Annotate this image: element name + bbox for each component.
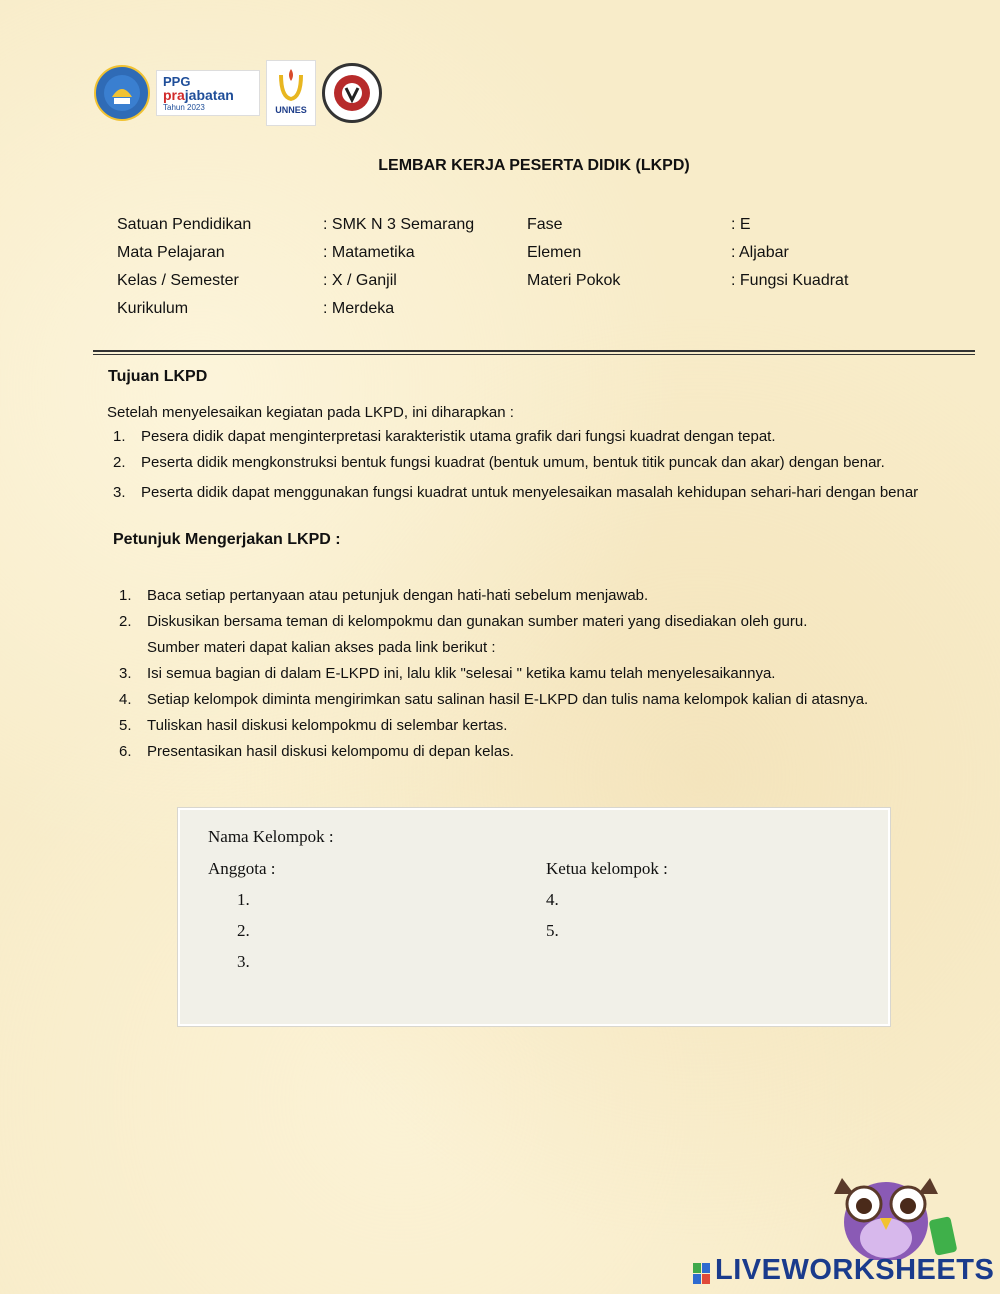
info-value-mapel: : Matametika [323, 244, 415, 261]
ppg-logo-line2b: jabatan [184, 87, 234, 103]
ppg-logo-line1: PPG [163, 74, 191, 89]
info-label-kurikulum: Kurikulum [117, 300, 189, 317]
list-number: 1. [113, 428, 126, 445]
list-item [113, 454, 981, 480]
info-label-kelas: Kelas / Semester [117, 272, 239, 289]
member-number: 5. [546, 921, 559, 940]
list-number: 3. [113, 484, 126, 501]
ppg-logo-line2 [163, 88, 253, 102]
member-number: 1. [237, 890, 250, 909]
ketua-kelompok-label: Ketua kelompok : [546, 859, 668, 878]
list-item [119, 613, 977, 639]
page-title: LEMBAR KERJA PESERTA DIDIK (LKPD) [378, 157, 690, 174]
info-value-elemen: : Aljabar [731, 244, 789, 261]
list-number: 2. [119, 613, 132, 630]
list-text: Sumber materi dapat kalian akses pada link berikut : [147, 639, 496, 656]
info-value-materi: : Fungsi Kuadrat [731, 272, 849, 289]
divider-line [93, 350, 975, 352]
info-value-fase: : E [731, 216, 751, 233]
member-number: 4. [546, 890, 559, 909]
petunjuk-list [119, 587, 977, 769]
tujuan-heading: Tujuan LKPD [108, 368, 208, 385]
list-number: 5. [119, 717, 132, 734]
tujuan-list [113, 428, 981, 505]
liveworksheets-badge-icon [693, 1260, 711, 1282]
list-item [113, 428, 981, 454]
list-number: 4. [119, 691, 132, 708]
member-number: 2. [237, 921, 250, 940]
list-text: Pesera didik dapat menginterpretasi karakteristik utama grafik dari fungsi kuadrat dengan tepat. [141, 428, 776, 445]
ppg-logo-line3: Tahun 2023 [163, 103, 205, 112]
info-value-satuan: : SMK N 3 Semarang [323, 216, 475, 233]
smk-logo [322, 63, 382, 123]
list-text: Peserta didik mengkonstruksi bentuk fungsi kuadrat (bentuk umum, bentuk titik puncak dan akar) dengan benar. [141, 454, 885, 471]
list-item [119, 717, 977, 743]
list-number: 6. [119, 743, 132, 760]
info-label-elemen: Elemen [527, 244, 582, 261]
info-label-mapel: Mata Pelajaran [117, 244, 225, 261]
list-item [119, 587, 977, 613]
group-info-box [178, 808, 890, 1026]
info-value-kurikulum: : Merdeka [323, 300, 395, 317]
list-text: Tuliskan hasil diskusi kelompokmu di selembar kertas. [147, 717, 508, 734]
member-number: 3. [237, 952, 250, 971]
list-text: Diskusikan bersama teman di kelompokmu dan gunakan sumber materi yang disediakan oleh guru. [147, 613, 808, 630]
header-logos [94, 58, 382, 128]
petunjuk-heading: Petunjuk Mengerjakan LKPD : [113, 531, 341, 548]
info-label-satuan: Satuan Pendidikan [117, 216, 252, 233]
list-item [119, 665, 977, 691]
list-number: 2. [113, 454, 126, 471]
list-number: 1. [119, 587, 132, 604]
ppg-logo-line2a: pra [163, 87, 185, 103]
list-item [113, 480, 956, 505]
ppg-prajabatan-logo [156, 70, 260, 116]
list-text: Baca setiap pertanyaan atau petunjuk dengan hati-hati sebelum menjawab. [147, 587, 649, 604]
list-text: Presentasikan hasil diskusi kelompomu di depan kelas. [147, 743, 514, 760]
unnes-logo [266, 60, 316, 126]
nama-kelompok-label: Nama Kelompok : [208, 827, 334, 846]
tujuan-intro: Setelah menyelesaikan kegiatan pada LKPD, ini diharapkan : [107, 404, 514, 421]
list-item [119, 691, 977, 717]
info-label-fase: Fase [527, 216, 563, 233]
list-item [147, 639, 977, 665]
divider-line-thin [93, 354, 975, 355]
liveworksheets-logo [693, 1254, 994, 1287]
info-value-kelas: : X / Ganjil [323, 272, 397, 289]
list-text: Isi semua bagian di dalam E-LKPD ini, lalu klik "selesai " ketika kamu telah menyelesaikannya. [147, 665, 776, 682]
liveworksheets-text: LIVEWORKSHEETS [715, 1254, 995, 1286]
list-item [119, 743, 977, 769]
anggota-label: Anggota : [208, 859, 276, 878]
list-number: 3. [119, 665, 132, 682]
unnes-logo-text: UNNES [275, 105, 307, 115]
owl-mascot-icon [828, 1160, 948, 1260]
list-text: Setiap kelompok diminta mengirimkan satu salinan hasil E-LKPD dan tulis nama kelompok kalian di atasnya. [147, 691, 869, 708]
info-label-materi: Materi Pokok [527, 272, 621, 289]
list-text: Peserta didik dapat menggunakan fungsi kuadrat untuk menyelesaikan masalah kehidupan sehari-hari dengan benar [141, 484, 919, 501]
kemdikbud-logo [94, 65, 150, 121]
